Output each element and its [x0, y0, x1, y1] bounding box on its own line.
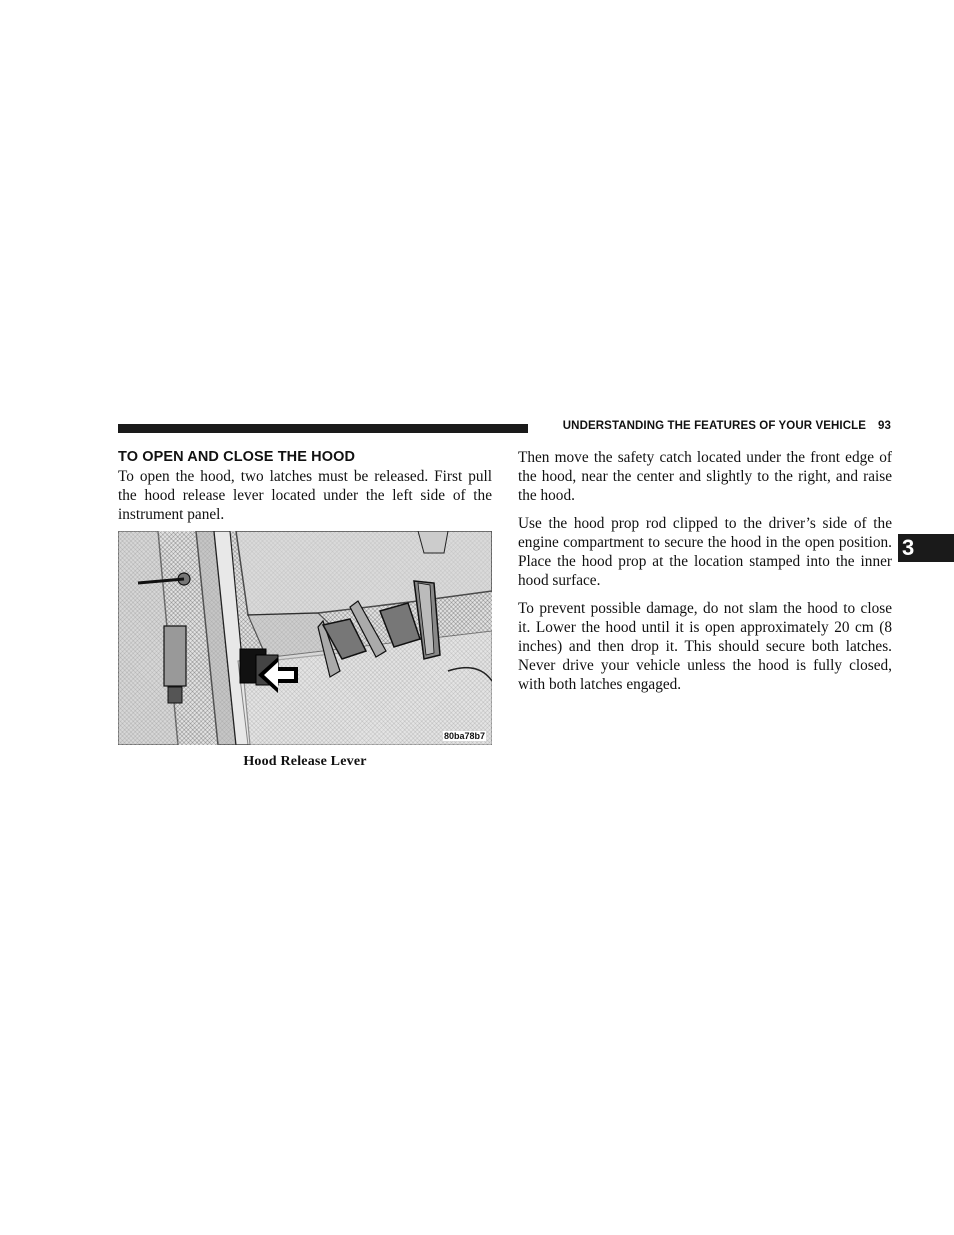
hood-release-illustration [118, 531, 492, 745]
section-heading: TO OPEN AND CLOSE THE HOOD [118, 449, 356, 465]
intro-paragraph: To open the hood, two latches must be released. First pull the hood release lever located under the left side of the instrument panel. [118, 468, 492, 523]
illustration-drawing [118, 531, 492, 745]
running-header [539, 420, 891, 432]
right-column [518, 448, 892, 703]
paragraph-prop-rod: Use the hood prop rod clipped to the driver’s side of the engine compartment to secure the hood in the open position. Place the hood prop at the location stamped into the inner hood surface. [518, 515, 892, 589]
figure-code: 80ba78b7 [443, 731, 485, 741]
figure-caption: Hood Release Lever [243, 754, 367, 769]
section-title: UNDERSTANDING THE FEATURES OF YOUR VEHICLE [562, 420, 866, 432]
chapter-tab: 3 [898, 534, 954, 562]
paragraph-safety-catch: Then move the safety catch located under the front edge of the hood, near the center and slightly to the right, and raise the hood. [518, 449, 892, 504]
paragraph-closing: To prevent possible damage, do not slam the hood to close it. Lower the hood until it is open approximately 20 cm (8 inches) and then drop it. This should secure both latches. Never drive your vehicle unless the hood is fully closed, with both latches engaged. [518, 600, 892, 693]
left-column [118, 448, 492, 771]
header-rule [118, 424, 528, 433]
page-number: 93 [878, 420, 891, 432]
